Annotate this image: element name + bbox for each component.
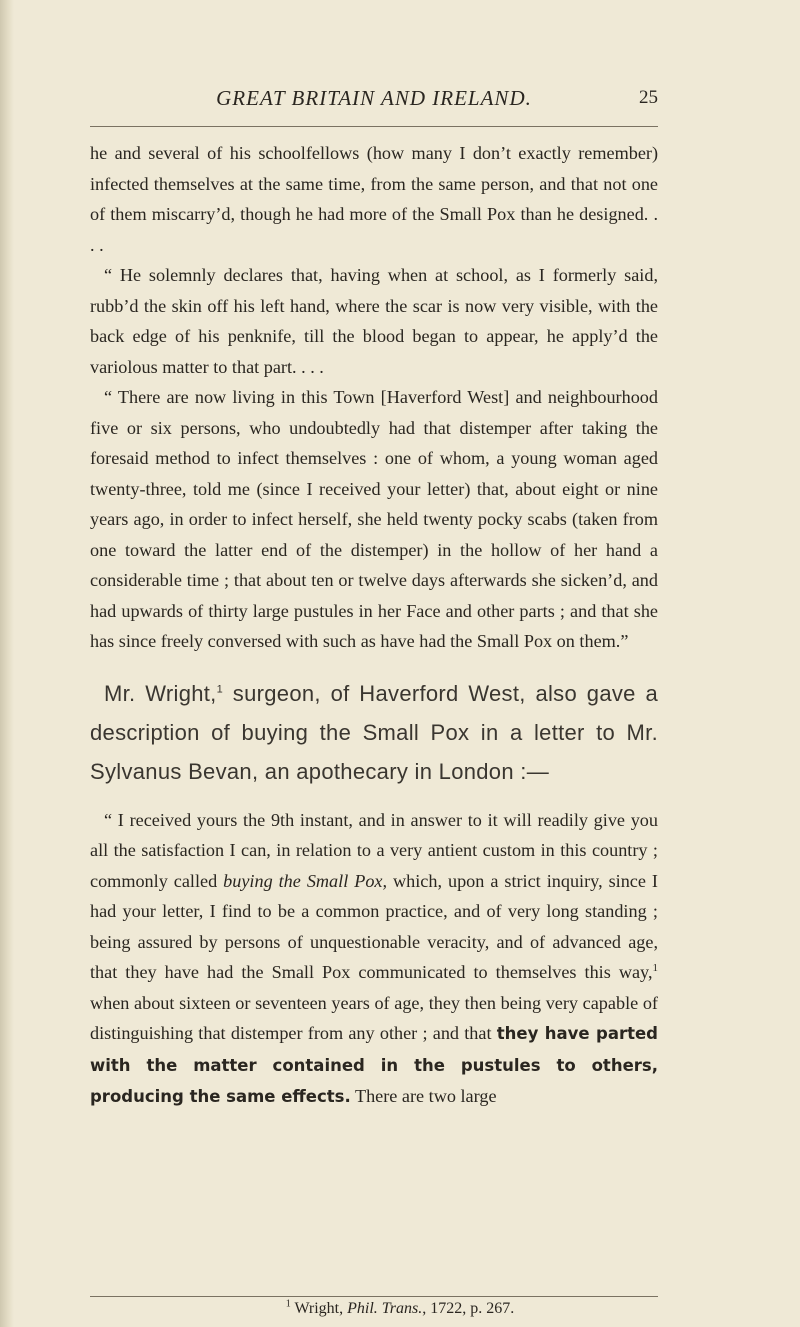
paragraph-1: he and several of his schoolfellows (how many I don’t exactly remember) infected themselves at the same time, from the same person, and that not one of them miscarry’d, though he had more of the Small Pox than he designed. . . . [90,143,658,255]
footnote-text-a: Wright, [290,1300,348,1317]
paragraph-5 [90,805,658,1113]
footnote [0,1300,800,1318]
page-number: 25 [639,87,658,108]
page-header [90,86,658,116]
paragraph-3: “ There are now living in this Town [Haverford West] and neighbourhood five or six persons, who undoubtedly had that distemper after taking the foresaid method to infect themselves : one of whom, a young woman aged twenty-three, told me (since I received your letter) that, about eight or nine years ago, in order to infect herself, she held twenty pocky scabs (taken from one toward the latter end of the distemper) in the hollow of her hand a considerable time ; that about ten or twelve days afterwards she sicken’d, and had upwards of thirty large pustules in her Face and other parts ; and that she has since freely conversed with such as have had the Small Pox on them.” [90,387,658,651]
p5-text-b: which, upon a strict inquiry, since I had your letter, I find to be a common practice, and of very long standing ; being assured by persons of unquestionable veracity, and of advanced age, that they have had the Small Pox communicated to themselves this way, [90,870,658,982]
p4-text-a: Mr. Wright, [104,680,217,706]
running-head: GREAT BRITAIN AND IRELAND. [216,86,532,110]
p5-text-c: when about sixteen or seventeen years of age, they then being very capable of distinguishing that distemper from any other ; and that [90,992,658,1043]
p5-text-d: There are two large [350,1086,497,1106]
p4-text-b: surgeon, of Haverford West, also gave a description of buying the Small Pox in a letter to Mr. Sylvanus Bevan, an apothecary in London :— [90,680,658,784]
footnote-marker: 1 [285,1298,291,1310]
footnote-rule [90,1296,658,1297]
p5-text-a: “ I received yours the 9th instant, and in answer to it will readily give you all the satisfaction I can, in relation to a very antient custom in this country ; commonly called [90,809,658,891]
p5-bold: they have parted with the matter contained in the pustules to others, producing the same effects. [90,1024,658,1106]
footnote-ref-2: 1 [652,961,658,974]
body-text [90,138,658,1113]
p5-italic: buying the Small Pox, [223,870,388,891]
footnote-text-b: , 1722, p. 267. [422,1300,515,1317]
footnote-italic: Phil. Trans. [347,1300,423,1317]
header-rule [90,126,658,127]
footnote-ref-1: 1 [216,683,224,696]
paragraph-4 [90,674,658,791]
page-binding-edge [0,0,14,1327]
paragraph-2: “ He solemnly declares that, having when at school, as I formerly said, rubb’d the skin off his left hand, where the scar is now very visible, with the back edge of his penknife, till the blood began to appear, he apply’d the variolous matter to that part. . . . [90,265,658,377]
